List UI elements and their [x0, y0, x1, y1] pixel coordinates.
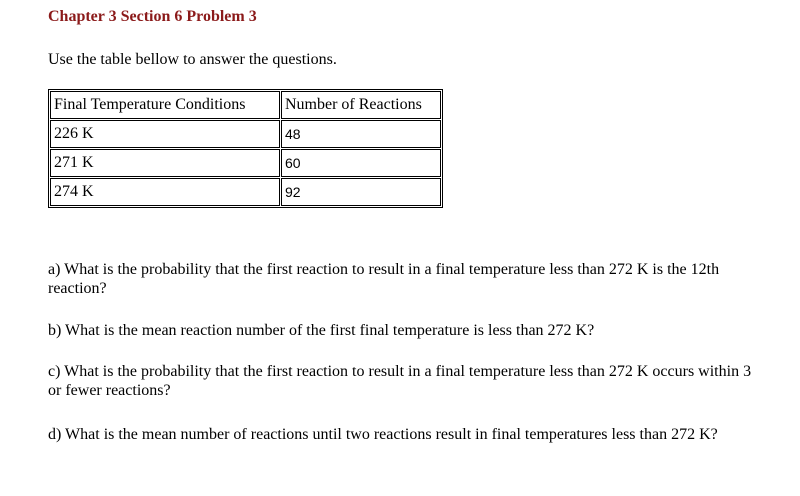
header-final-temperature: Final Temperature Conditions — [50, 91, 280, 119]
temperature-cell: 271 K — [50, 149, 280, 177]
temperature-cell: 226 K — [50, 120, 280, 148]
table-header-row — [50, 91, 441, 119]
question-d: d) What is the mean number of reactions until two reactions result in final temperatures less than 272 K? — [48, 426, 718, 443]
temperature-cell: 274 K — [50, 178, 280, 206]
table-row — [50, 178, 441, 206]
reactions-cell: 92 — [281, 178, 441, 206]
question-a: a) What is the probability that the first reaction to result in a final temperature less than 272 K is the 12th reaction? — [48, 261, 720, 297]
question-c: c) What is the probability that the first reaction to result in a final temperature less than 272 K occurs within 3 or fewer reactions? — [48, 363, 752, 399]
intro-text: Use the table bellow to answer the questions. — [48, 51, 337, 68]
reactions-cell: 48 — [281, 120, 441, 148]
reactions-cell: 60 — [281, 149, 441, 177]
header-number-of-reactions: Number of Reactions — [281, 91, 441, 119]
question-b: b) What is the mean reaction number of the first final temperature is less than 272 K? — [48, 322, 595, 339]
problem-title: Chapter 3 Section 6 Problem 3 — [48, 8, 257, 25]
table-row — [50, 120, 441, 148]
table-row — [50, 149, 441, 177]
reaction-table — [48, 89, 443, 208]
